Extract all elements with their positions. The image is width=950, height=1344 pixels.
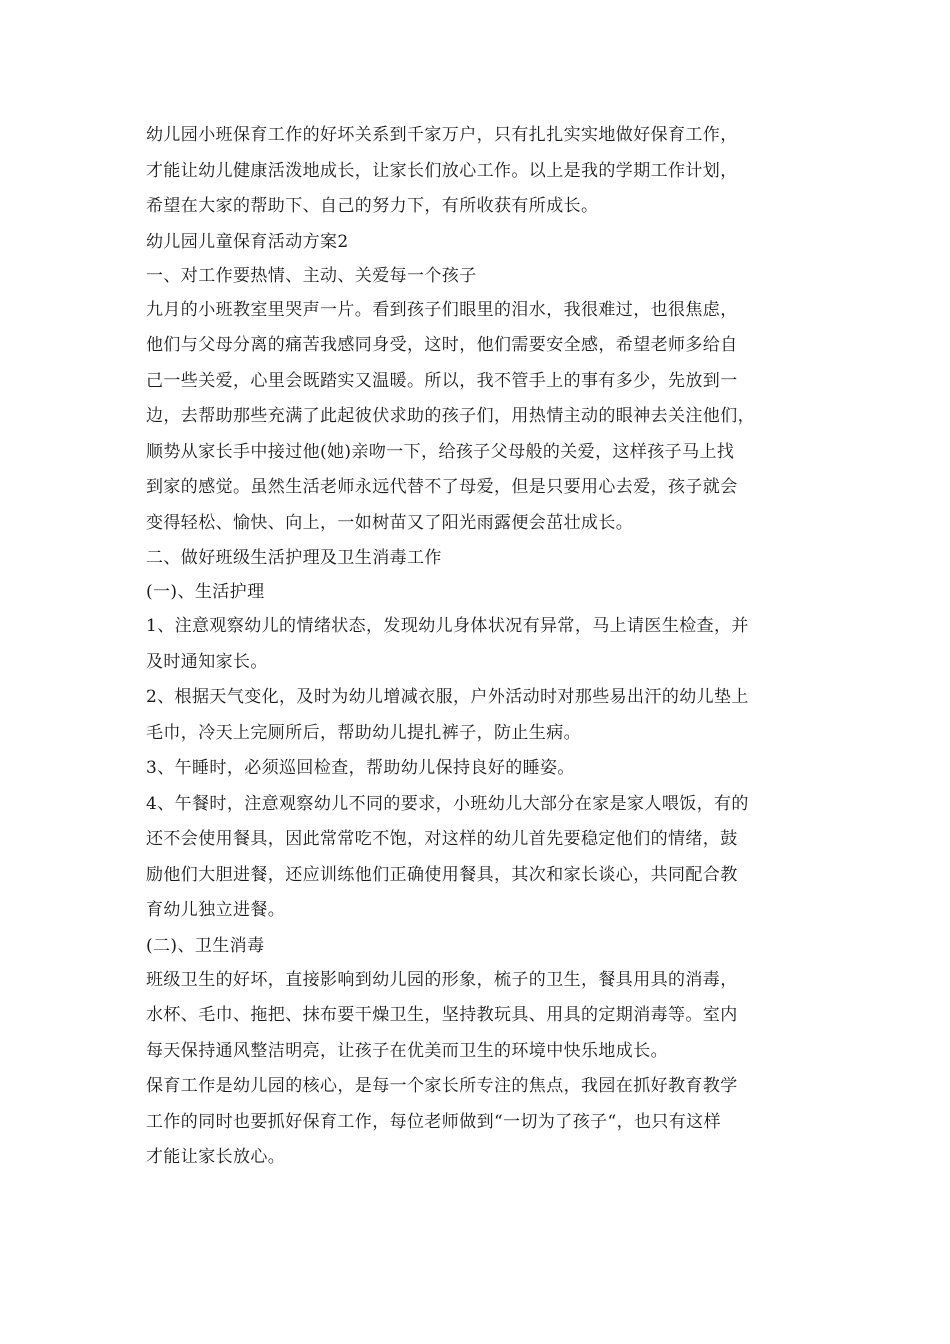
heading-line: 二、做好班级生活护理及卫生消毒工作	[146, 548, 442, 568]
paragraph-september-class	[146, 293, 818, 542]
document-title	[146, 225, 818, 259]
text-line: 2、根据天气变化，及时为幼儿增减衣服，户外活动时对那些易出汗的幼儿垫上	[146, 687, 749, 707]
list-item-1	[146, 609, 818, 680]
paragraph-conclusion	[146, 1069, 818, 1176]
text-line: 才能让幼儿健康活泼地成长，让家长们放心工作。以上是我的学期工作计划，	[146, 160, 738, 181]
paragraph-closing-plan	[146, 118, 818, 225]
text-line: 及时通知家长。	[146, 651, 268, 672]
text-line: 他们与父母分离的痛苦我感同身受，这时，他们需要安全感，希望老师多给自	[146, 335, 738, 355]
list-item-3	[146, 751, 818, 787]
subsection-heading-hygiene	[146, 929, 818, 963]
section-heading-1	[146, 259, 818, 293]
text-line: 毛巾，冷天上完厕所后，帮助幼儿提扎裤子，防止生病。	[146, 722, 581, 743]
text-line: 班级卫生的好坏，直接影响到幼儿园的形象，梳子的卫生，餐具用具的消毒，	[146, 969, 738, 990]
text-line: 1、注意观察幼儿的情绪状态，发现幼儿身体状况有异常，马上请医生检查，并	[146, 616, 749, 636]
text-line: 还不会使用餐具，因此常常吃不饱，对这样的幼儿首先要稳定他们的情绪，鼓	[146, 829, 738, 849]
text-line: 水杯、毛巾、拖把、抹布要干燥卫生，坚持教玩具、用具的定期消毒等。室内	[146, 1005, 738, 1025]
text-line: 育幼儿独立进餐。	[146, 900, 286, 920]
title-line: 幼儿园儿童保育活动方案2	[146, 231, 349, 252]
list-item-4	[146, 787, 818, 929]
text-line: 保育工作是幼儿园的核心，是每一个家长所专注的焦点，我园在抓好教育教学	[146, 1076, 738, 1096]
section-heading-2	[146, 541, 818, 575]
subsection-heading-life-care	[146, 575, 818, 609]
heading-line: 一、对工作要热情、主动、关爱每一个孩子	[146, 265, 477, 286]
text-line: 到家的感觉。虽然生活老师永远代替不了母爱，但是只要用心去爱，孩子就会	[146, 477, 738, 497]
text-line: 才能让家长放心。	[146, 1147, 286, 1167]
text-line: 希望在大家的帮助下、自己的努力下，有所收获有所成长。	[146, 196, 599, 216]
text-line: 顺势从家长手中接过他(她)亲吻一下，给孩子父母般的关爱，这样孩子马上找	[146, 441, 735, 462]
text-line: 励他们大胆进餐，还应训练他们正确使用餐具，其次和家长谈心，共同配合教	[146, 864, 738, 885]
text-line: 工作的同时也要抓好保育工作，每位老师做到“一切为了孩子“，也只有这样	[146, 1111, 721, 1132]
text-line: 3、午睡时，必须巡回检查，帮助幼儿保持良好的睡姿。	[146, 758, 575, 778]
heading-line: (二)、卫生消毒	[146, 935, 265, 956]
text-line: 己一些关爱，心里会既踏实又温暖。所以，我不管手上的事有多少，先放到一	[146, 370, 738, 391]
text-line: 边，去帮助那些充满了此起彼伏求助的孩子们，用热情主动的眼神去关注他们，	[146, 406, 755, 426]
text-line: 变得轻松、愉快、向上，一如树苗又了阳光雨露便会茁壮成长。	[146, 512, 634, 533]
text-line: 每天保持通风整洁明亮，让孩子在优美而卫生的环境中快乐地成长。	[146, 1040, 668, 1061]
heading-line: (一)、生活护理	[146, 582, 265, 602]
text-line: 4、午餐时，注意观察幼儿不同的要求，小班幼儿大部分在家是家人喂饭，有的	[146, 793, 749, 814]
text-line: 九月的小班教室里哭声一片。看到孩子们眼里的泪水，我很难过，也很焦虑，	[146, 299, 738, 320]
text-line: 幼儿园小班保育工作的好坏关系到千家万户，只有扎扎实实地做好保育工作，	[146, 125, 738, 145]
paragraph-hygiene	[146, 963, 818, 1070]
list-item-2	[146, 680, 818, 751]
document-body	[146, 118, 818, 1176]
